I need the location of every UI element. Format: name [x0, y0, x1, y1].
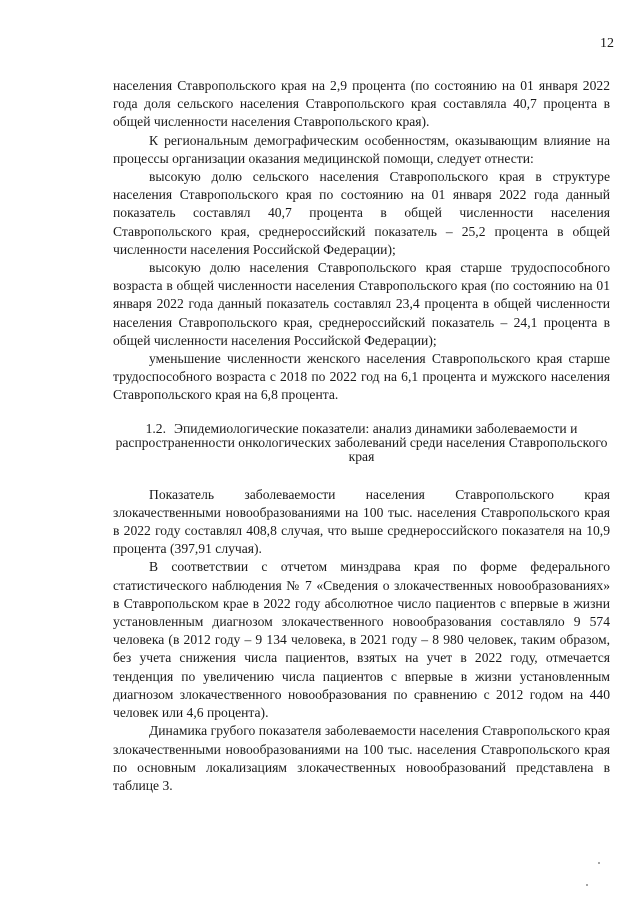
- page-number: 12: [600, 36, 614, 51]
- paragraph-4: высокую долю населения Ставропольского края старше трудоспособного возраста в общей численности населения Ставропольского края (по состоянию на 01 января 2022 года данный показатель составлял 23,4 процента в общей численности населения Ставропольского края, среднероссийский показатель – 24,1 процента в общей численности населения Российской Федерации);: [113, 260, 610, 348]
- paragraph-2: К региональным демографическим особенностям, оказывающим влияние на процессы организации оказания медицинской помощи, следует отнести:: [113, 132, 610, 166]
- section-number: 1.2.: [145, 420, 166, 436]
- section-title: Эпидемиологические показатели: анализ динамики заболеваемости и распространенности онкологических заболеваний среди населения Ставропольского края: [115, 420, 608, 464]
- paragraph-6: Показатель заболеваемости населения Ставропольского края злокачественными новообразованиями на 100 тыс. населения Ставропольского края в 2022 году составлял 408,8 случая, что выше среднероссийского показателя на 10,9 процента (397,91 случая).: [113, 486, 610, 557]
- paragraph-1: населения Ставропольского края на 2,9 процента (по состоянию на 01 января 2022 года доля сельского населения Ставропольского края составляла 40,7 процента в общей численности населения Ставропольского края).: [113, 78, 610, 130]
- section-heading: [113, 422, 610, 464]
- paragraph-3: высокую долю сельского населения Ставропольского края в структуре населения Ставропольского края по состоянию на 01 января 2022 года данный показатель составлял 40,7 процента в общей численности населения Ставропольского края, среднероссийский показатель – 25,2 процента в общей численности населения Российской Федерации);: [113, 169, 610, 257]
- scan-speck: [586, 884, 588, 886]
- paragraph-5: уменьшение численности женского населения Ставропольского края старше трудоспособного возраста с 2018 по 2022 год на 6,1 процента и мужского населения Ставропольского края на 6,8 процента.: [113, 351, 610, 403]
- document-body: [113, 77, 610, 795]
- paragraph-8: Динамика грубого показателя заболеваемости населения Ставропольского края злокачественными новообразованиями на 100 тыс. населения Ставропольского края по основным локализациям злокачественных новообразований представлена в таблице 3.: [113, 723, 610, 793]
- scan-speck: [598, 862, 600, 864]
- paragraph-7: В соответствии с отчетом минздрава края по форме федерального статистического наблюдения № 7 «Сведения о злокачественных новообразованиях» в Ставропольском крае в 2022 году абсолютное число пациентов с впервые в жизни установленным диагнозом злокачественного новообразования составляло 9 574 человека (в 2012 году – 9 134 человека, в 2021 году – 8 980 человек, таким образом, без учета снижения числа пациентов, взятых на учет в 2022 году, отмечается тенденция по увеличению числа пациентов с впервые в жизни установленным диагнозом злокачественного новообразования по сравнению с 2012 годом на 440 человек или 4,6 процента).: [113, 559, 610, 721]
